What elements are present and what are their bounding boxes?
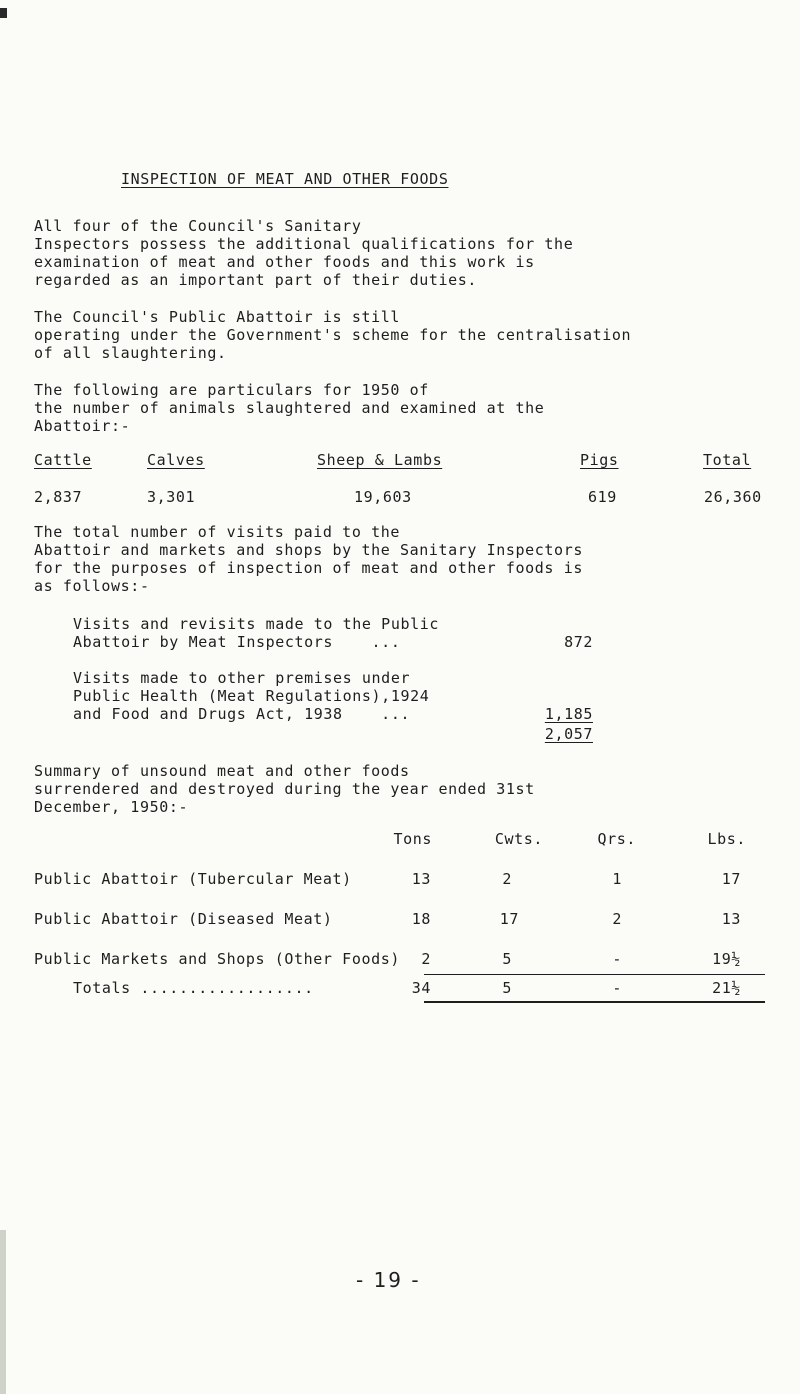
- value-calves: 3,301: [147, 488, 196, 506]
- row-label: Public Markets and Shops (Other Foods): [34, 950, 400, 968]
- scan-edge-shadow: [0, 1230, 6, 1394]
- cell-cwts: 2: [502, 870, 512, 888]
- cell-qrs: -: [612, 950, 622, 968]
- cell-lbs: 17: [721, 870, 741, 888]
- header-calves: Calves: [147, 451, 205, 469]
- paragraph-abattoir: The Council's Public Abattoir is still operating under the Government's scheme for the centralisation of all slaughtering.: [34, 308, 632, 362]
- visits-value-abattoir: 872: [564, 633, 593, 651]
- col-header-tons: Tons: [393, 830, 432, 848]
- totals-cwts: 5: [502, 979, 512, 997]
- paragraph-particulars: The following are particulars for 1950 of the number of animals slaughtered and examined at the Abattoir:-: [34, 381, 545, 435]
- totals-bottom-rule: [424, 1001, 765, 1003]
- totals-qrs: -: [612, 979, 622, 997]
- cell-tons: 2: [421, 950, 431, 968]
- col-header-cwts: Cwts.: [494, 830, 543, 848]
- cell-cwts: 17: [499, 910, 519, 928]
- totals-tons: 34: [411, 979, 431, 997]
- paragraph-inspectors: All four of the Council's Sanitary Inspectors possess the additional qualifications for the examination of meat and other foods and this work is regarded as an important part of their duties.: [34, 217, 574, 289]
- value-cattle: 2,837: [34, 488, 83, 506]
- cell-qrs: 1: [612, 870, 622, 888]
- cell-tons: 13: [411, 870, 431, 888]
- value-sheep-lambs: 19,603: [354, 488, 412, 506]
- value-total: 26,360: [704, 488, 762, 506]
- scan-edge-mark: [0, 8, 7, 18]
- header-cattle: Cattle: [34, 451, 92, 469]
- value-pigs: 619: [588, 488, 617, 506]
- visits-item-abattoir: Visits and revisits made to the Public Abattoir by Meat Inspectors ...: [73, 615, 439, 651]
- paragraph-summary: Summary of unsound meat and other foods surrendered and destroyed during the year ended 31st December, 1950:-: [34, 762, 535, 816]
- cell-lbs: 19½: [712, 950, 741, 968]
- row-label: Public Abattoir (Diseased Meat): [34, 910, 333, 928]
- cell-cwts: 5: [502, 950, 512, 968]
- totals-top-rule: [424, 974, 765, 975]
- cell-lbs: 13: [721, 910, 741, 928]
- visits-item-other-premises: Visits made to other premises under Public Health (Meat Regulations),1924 and Food and Drugs Act, 1938 ...: [73, 669, 430, 723]
- header-pigs: Pigs: [580, 451, 619, 469]
- cell-qrs: 2: [612, 910, 622, 928]
- visits-value-other-premises: 1,185: [544, 705, 593, 723]
- cell-tons: 18: [411, 910, 431, 928]
- header-total: Total: [703, 451, 752, 469]
- visits-total: 2,057: [544, 725, 593, 743]
- totals-label: Totals ..................: [73, 979, 314, 997]
- totals-lbs: 21½: [712, 979, 741, 997]
- header-sheep-lambs: Sheep & Lambs: [317, 451, 443, 469]
- col-header-lbs: Lbs.: [707, 830, 746, 848]
- row-label: Public Abattoir (Tubercular Meat): [34, 870, 352, 888]
- paragraph-visits: The total number of visits paid to the Abattoir and markets and shops by the Sanitary Inspectors for the purposes of inspection of meat and other foods is as follows:-: [34, 523, 583, 595]
- page-number: - 19 -: [356, 1268, 421, 1292]
- page-title: INSPECTION OF MEAT AND OTHER FOODS: [121, 170, 449, 188]
- col-header-qrs: Qrs.: [597, 830, 636, 848]
